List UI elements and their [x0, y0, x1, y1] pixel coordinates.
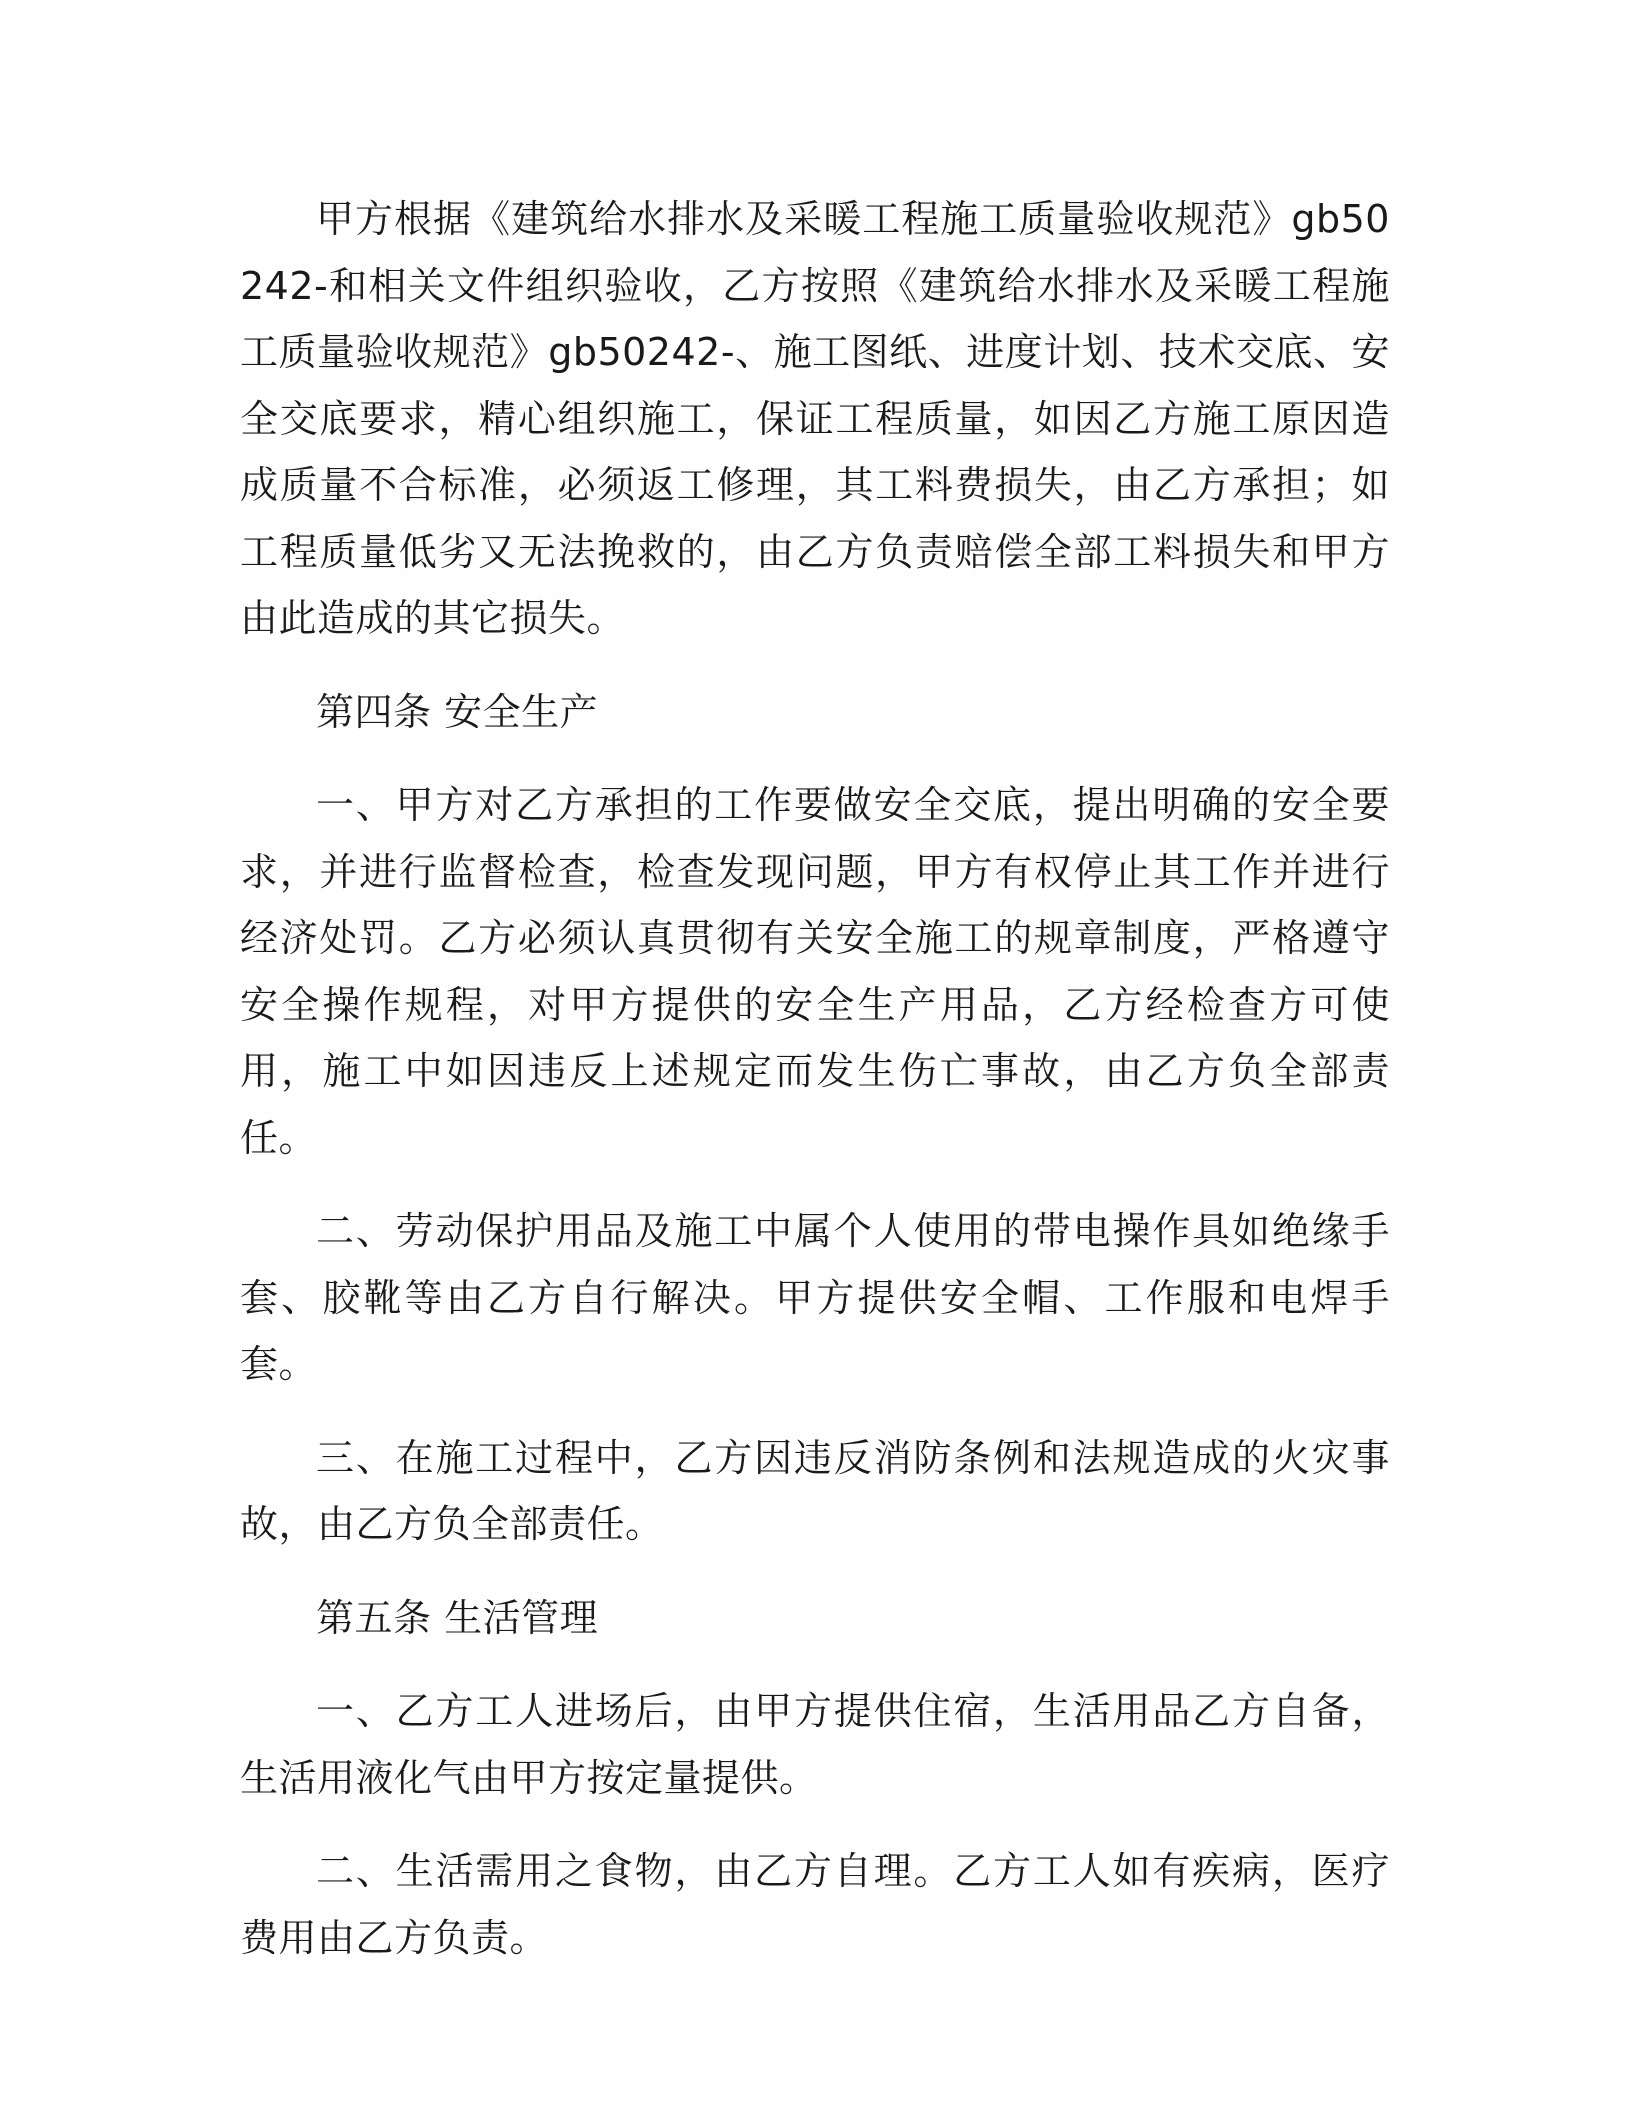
paragraph-safety-1: 一、甲方对乙方承担的工作要做安全交底，提出明确的安全要求，并进行监督检查，检查发现问题，甲方有权停止其工作并进行经济处罚。乙方必须认真贯彻有关安全施工的规章制度，严格遵守安全操作规程，对甲方提供的安全生产用品，乙方经检查方可使用，施工中如因违反上述规定而发生伤亡事故，由乙方负全部责任。	[240, 783, 1390, 1160]
paragraph-living-1: 一、乙方工人进场后，由甲方提供住宿，生活用品乙方自备，生活用液化气由甲方按定量提供。	[240, 1689, 1390, 1800]
document-body	[240, 186, 1390, 1998]
section-heading-living: 第五条 生活管理	[316, 1595, 599, 1640]
paragraph-safety-3: 三、在施工过程中，乙方因违反消防条例和法规造成的火灾事故，由乙方负全部责任。	[240, 1435, 1390, 1546]
paragraph-safety-2: 二、劳动保护用品及施工中属个人使用的带电操作具如绝缘手套、胶靴等由乙方自行解决。甲方提供安全帽、工作服和电焊手套。	[240, 1209, 1390, 1386]
section-heading-safety: 第四条 安全生产	[316, 689, 599, 734]
paragraph-quality-acceptance: 甲方根据《建筑给水排水及采暖工程施工质量验收规范》gb50242-和相关文件组织验收，乙方按照《建筑给水排水及采暖工程施工质量验收规范》gb50242-、施工图纸、进度计划、技术交底、安全交底要求，精心组织施工，保证工程质量，如因乙方施工原因造成质量不合标准，必须返工修理，其工料费损失，由乙方承担；如工程质量低劣又无法挽救的，由乙方负责赔偿全部工料损失和甲方由此造成的其它损失。	[240, 197, 1390, 640]
paragraph-living-2: 二、生活需用之食物，由乙方自理。乙方工人如有疾病，医疗费用由乙方负责。	[240, 1849, 1390, 1960]
